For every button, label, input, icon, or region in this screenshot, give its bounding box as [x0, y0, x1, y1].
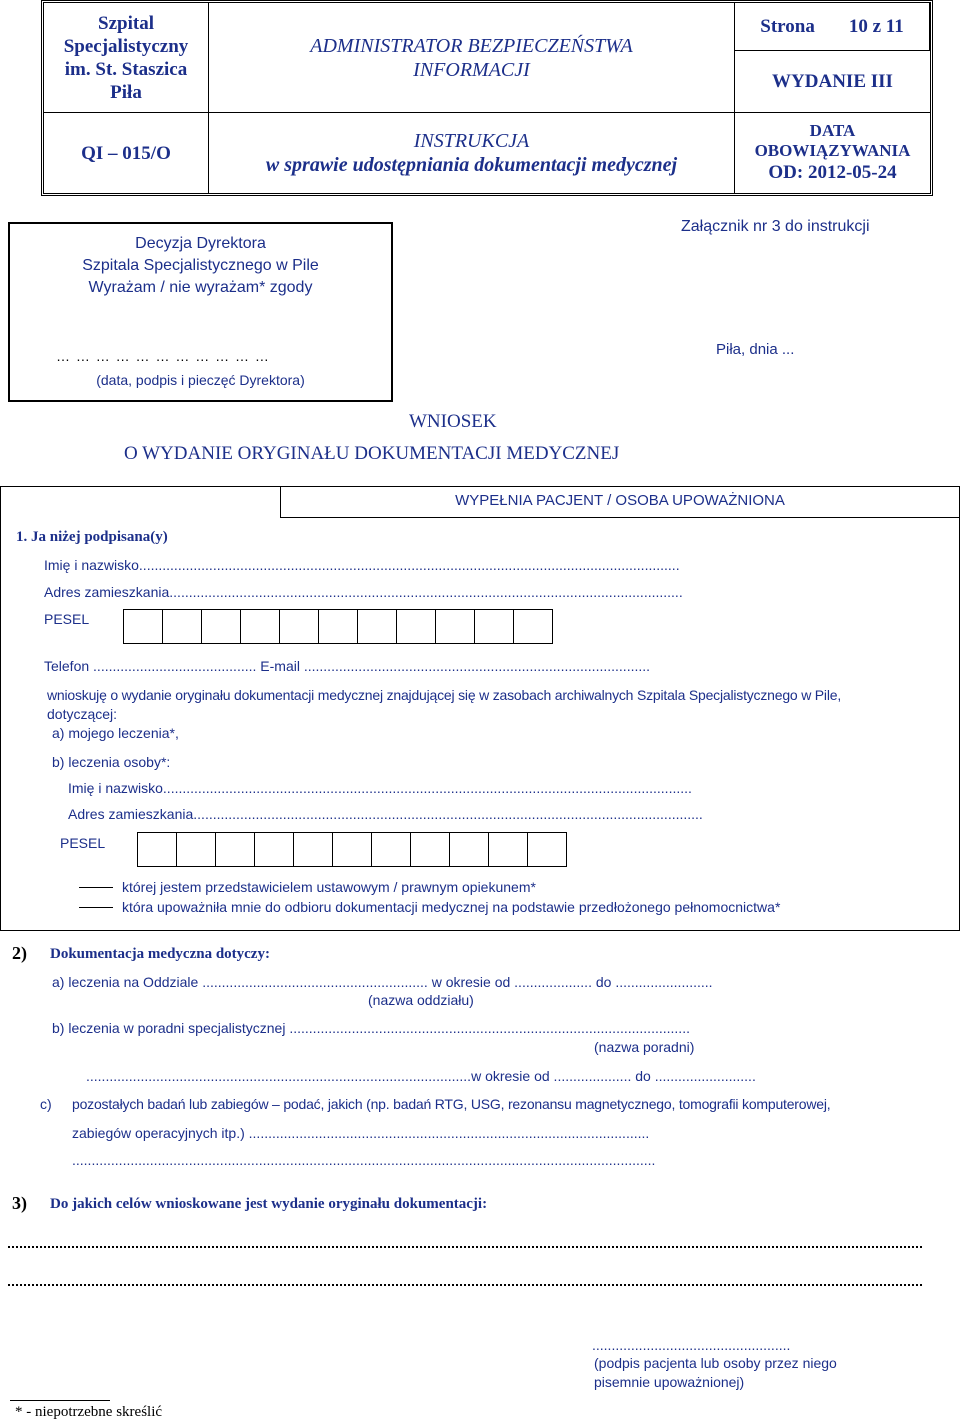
document-header: [41, 0, 933, 196]
section-2-heading: Dokumentacja medyczna dotyczy:: [50, 946, 270, 962]
hospital-line: im. St. Staszica: [64, 58, 188, 80]
bullet-dash: [79, 907, 113, 908]
instruction-line: INSTRUKCJA: [413, 130, 530, 152]
purpose-line-2[interactable]: [8, 1284, 922, 1286]
instruction-cell: [209, 113, 735, 193]
bullet-dash: [79, 887, 113, 888]
b-address-field[interactable]: Adres zamieszkania...................................................................................................................................: [68, 806, 703, 822]
other-label: c): [40, 1096, 52, 1112]
other-tests-field-2[interactable]: ......................................................................................................................................................: [72, 1152, 656, 1168]
signature-caption: (podpis pacjenta lub osoby przez niego: [594, 1355, 837, 1371]
footnote-rule: [10, 1400, 110, 1401]
page-value: 10 z 11: [848, 16, 904, 37]
request-text: wnioskuję o wydanie oryginału dokumentacji medycznej znajdującej się w zasobach archiwalnych Szpitala Specjalistycznego w Pile,: [47, 687, 842, 703]
ward-caption: (nazwa oddziału): [368, 992, 474, 1008]
representative-option-2[interactable]: która upoważniła mnie do odbioru dokumentacji medycznej na podstawie przedłożonego pełnomocnictwa*: [122, 899, 781, 915]
director-signature-dots: … … … … … … … … … … …: [56, 348, 270, 364]
fill-note: WYPEŁNIA PACJENT / OSOBA UPOWAŻNIONA: [280, 486, 960, 518]
pesel-boxes[interactable]: [123, 609, 552, 644]
clinic-period-field[interactable]: ...................................................................................................w okresie od .................... do ..........................: [86, 1068, 756, 1084]
other-tests-text: pozostałych badań lub zabiegów – podać, jakich (np. badań RTG, USG, rezonansu magnetycznego, tomografii komputerowej,: [72, 1096, 831, 1112]
concerning-label: dotyczącej:: [47, 706, 118, 722]
code-cell: [44, 113, 209, 193]
clinic-caption: (nazwa poradni): [594, 1039, 695, 1055]
request-title: WNIOSEK: [409, 411, 497, 432]
decision-title: [10, 233, 391, 299]
pesel-label: PESEL: [44, 611, 90, 627]
section-2-number: 2): [12, 943, 27, 963]
place-date: Piła, dnia ...: [716, 341, 795, 358]
request-subtitle: O WYDANIE ORYGINAŁU DOKUMENTACJI MEDYCZNEJ: [124, 443, 620, 464]
contact-field[interactable]: Telefon .......................................... E-mail .........................................................................................: [44, 658, 651, 674]
other-tests-field[interactable]: zabiegów operacyjnych itp.) .......................................................................................................: [72, 1125, 650, 1141]
purpose-line-1[interactable]: [8, 1246, 922, 1248]
edition-cell: [735, 51, 930, 113]
date-label: DATA: [809, 121, 856, 140]
option-b[interactable]: b) leczenia osoby*:: [52, 754, 171, 770]
decision-line: Szpitala Specjalistycznego w Pile: [82, 257, 319, 274]
b-pesel-label: PESEL: [60, 835, 106, 851]
hospital-line: Piła: [110, 81, 142, 103]
b-pesel-boxes[interactable]: [137, 832, 566, 867]
doc-title-line: INFORMACJI: [413, 58, 530, 81]
director-signature-caption: (data, podpis i pieczęć Dyrektora): [96, 372, 305, 388]
attachment-label: Załącznik nr 3 do instrukcji: [681, 218, 870, 235]
ward-field[interactable]: a) leczenia na Oddziale .......................................................... w okresie od .................... do .........................: [52, 974, 713, 990]
decision-consent: Wyrażam / nie wyrażam* zgody: [88, 279, 313, 296]
page-label: Strona: [760, 16, 815, 37]
name-field[interactable]: Imię i nazwisko...........................................................................................................................................: [44, 557, 680, 573]
b-name-field[interactable]: Imię i nazwisko........................................................................................................................................: [68, 780, 692, 796]
footnote: * - niepotrzebne skreślić: [15, 1404, 163, 1420]
patient-signature-dots[interactable]: ...................................................: [592, 1337, 791, 1353]
option-a[interactable]: a) mojego leczenia*,: [52, 725, 179, 741]
date-label: OBOWIĄZYWANIA: [754, 141, 911, 160]
signature-caption: pisemnie upoważnionej): [594, 1374, 745, 1390]
director-decision-box: [8, 222, 393, 402]
title-cell: [209, 3, 735, 113]
doc-title-line: ADMINISTRATOR BEZPIECZEŃSTWA: [310, 34, 633, 57]
hospital-line: Specjalistyczny: [63, 35, 189, 57]
section-1-heading: 1. Ja niżej podpisana(y): [16, 529, 168, 545]
hospital-line: Szpital: [98, 12, 154, 34]
instruction-line: w sprawie udostępniania dokumentacji medycznej: [265, 154, 678, 176]
date-value: OD: 2012-05-24: [768, 162, 897, 183]
section-3-heading: Do jakich celów wnioskowane jest wydanie oryginału dokumentacji:: [50, 1196, 488, 1212]
date-cell: [735, 113, 930, 193]
hospital-name-cell: [44, 3, 209, 113]
representative-option-1[interactable]: której jestem przedstawicielem ustawowym / prawnym opiekunem*: [122, 879, 536, 895]
decision-line: Decyzja Dyrektora: [135, 235, 266, 252]
clinic-field[interactable]: b) leczenia w poradni specjalistycznej .......................................................................................................: [52, 1020, 690, 1036]
address-field[interactable]: Adres zamieszkania....................................................................................................................................: [44, 584, 683, 600]
doc-code: QI – 015/O: [81, 142, 171, 164]
page-cell: [735, 3, 930, 51]
edition: WYDANIE III: [772, 71, 893, 92]
section-3-number: 3): [12, 1193, 27, 1213]
